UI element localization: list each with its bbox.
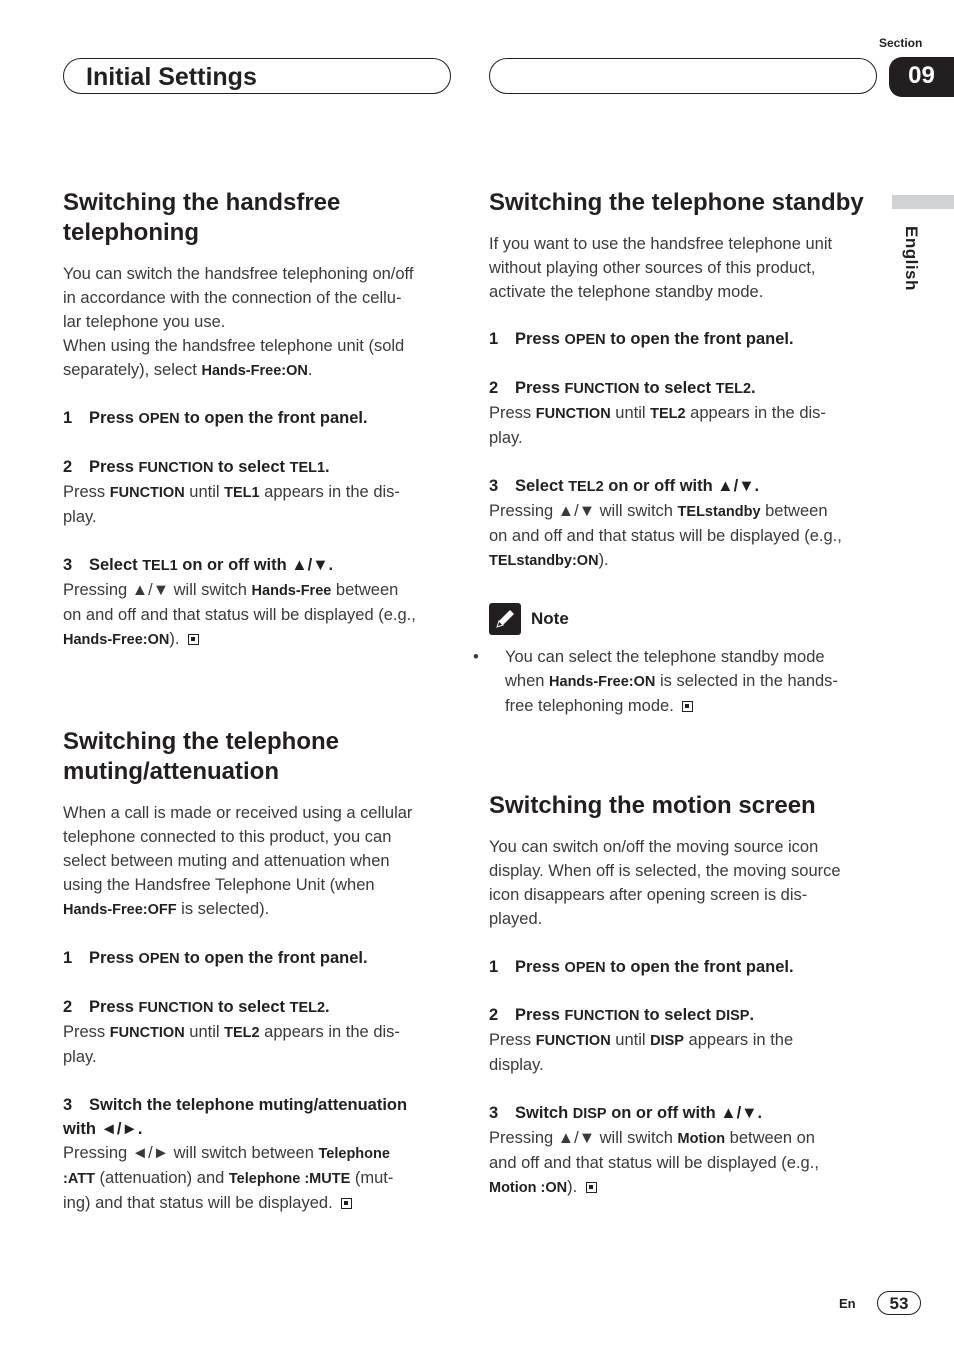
step-1: 1 Press OPEN to open the front panel.: [489, 330, 794, 348]
end-mark-icon: [586, 1182, 597, 1193]
step-2-detail: Press FUNCTION until TEL2 appears in the dis- play.: [489, 404, 826, 447]
page-title: Initial Settings: [86, 63, 257, 91]
standby-intro: If you want to use the handsfree telephone unit without playing other sources of this product, activate the telephone standby mode.: [489, 235, 833, 301]
section-label: Section: [879, 36, 923, 50]
step-2: 2 Press FUNCTION to select DISP.: [489, 1006, 755, 1024]
note-header: [489, 603, 884, 635]
end-mark-icon: [341, 1198, 352, 1209]
muting-intro: When a call is made or received using a cellular telephone connected to this product, you can select between muting and attenuation when using the Handsfree Telephone Unit (when Hands-Free:OFF is selected).: [63, 804, 413, 918]
step-3: 3 Select TEL1 on or off with ▲/▼.: [63, 556, 334, 574]
header-empty-frame: [489, 58, 877, 94]
step-2-detail: Press FUNCTION until DISP appears in the display.: [489, 1031, 794, 1074]
step-3: 3 Switch the telephone muting/attenuation with ◄/►.: [63, 1096, 408, 1138]
step-3-detail: Pressing ▲/▼ will switch Motion between on and off and that status will be displayed (e.g., Motion :ON).: [489, 1129, 819, 1196]
step-3-detail: Pressing ▲/▼ will switch TELstandby between on and off and that status will be displayed (e.g., TELstandby:ON).: [489, 502, 842, 569]
step-2: 2 Press FUNCTION to select TEL2.: [63, 998, 330, 1016]
left-column: [63, 188, 458, 1215]
language-label: English: [902, 226, 921, 291]
note-list: [473, 645, 884, 718]
section-heading-muting: Switching the telephone muting/attenuation: [63, 728, 340, 785]
step-2-detail: Press FUNCTION until TEL2 appears in the dis- play.: [63, 1023, 400, 1066]
end-mark-icon: [682, 701, 693, 712]
step-3-detail: Pressing ◄/► will switch between Telephone :ATT (attenuation) and Telephone :MUTE (mut- ing) and that status will be displayed.: [63, 1144, 394, 1212]
pencil-note-icon: [489, 603, 521, 635]
step-3: 3 Select TEL2 on or off with ▲/▼.: [489, 477, 760, 495]
list-item: • You can select the telephone standby mode when Hands-Free:ON is selected in the hands- free telephoning mode.: [473, 648, 838, 715]
page-number: 53: [877, 1291, 921, 1315]
motion-intro: You can switch on/off the moving source icon display. When off is selected, the moving source icon disappears after opening screen is dis- played.: [489, 838, 841, 928]
step-1: 1 Press OPEN to open the front panel.: [63, 949, 368, 967]
step-2: 2 Press FUNCTION to select TEL2.: [489, 379, 756, 397]
end-mark-icon: [188, 634, 199, 645]
step-3: 3 Switch DISP on or off with ▲/▼.: [489, 1104, 763, 1122]
step-2-detail: Press FUNCTION until TEL1 appears in the dis- play.: [63, 483, 400, 526]
step-3-detail: Pressing ▲/▼ will switch Hands-Free between on and off and that status will be displayed (e.g., Hands-Free:ON).: [63, 581, 416, 648]
language-tab: [892, 195, 954, 209]
handsfree-intro: You can switch the handsfree telephoning on/off in accordance with the connection of the cellu- lar telephone you use. When using the handsfree telephone unit (sold separately), select Hands-Free:ON.: [63, 265, 414, 379]
step-2: 2 Press FUNCTION to select TEL1.: [63, 458, 330, 476]
section-heading-motion: Switching the motion screen: [489, 792, 816, 819]
chapter-title-frame: [63, 58, 451, 94]
note-label: Note: [531, 609, 569, 628]
step-1: 1 Press OPEN to open the front panel.: [489, 958, 794, 976]
right-column: [473, 188, 884, 1200]
section-heading-standby: Switching the telephone standby: [489, 189, 864, 216]
section-number: 09: [889, 57, 954, 97]
step-1: 1 Press OPEN to open the front panel.: [63, 409, 368, 427]
language-code: En: [839, 1296, 856, 1311]
section-heading-handsfree: Switching the handsfree telephoning: [63, 189, 341, 246]
